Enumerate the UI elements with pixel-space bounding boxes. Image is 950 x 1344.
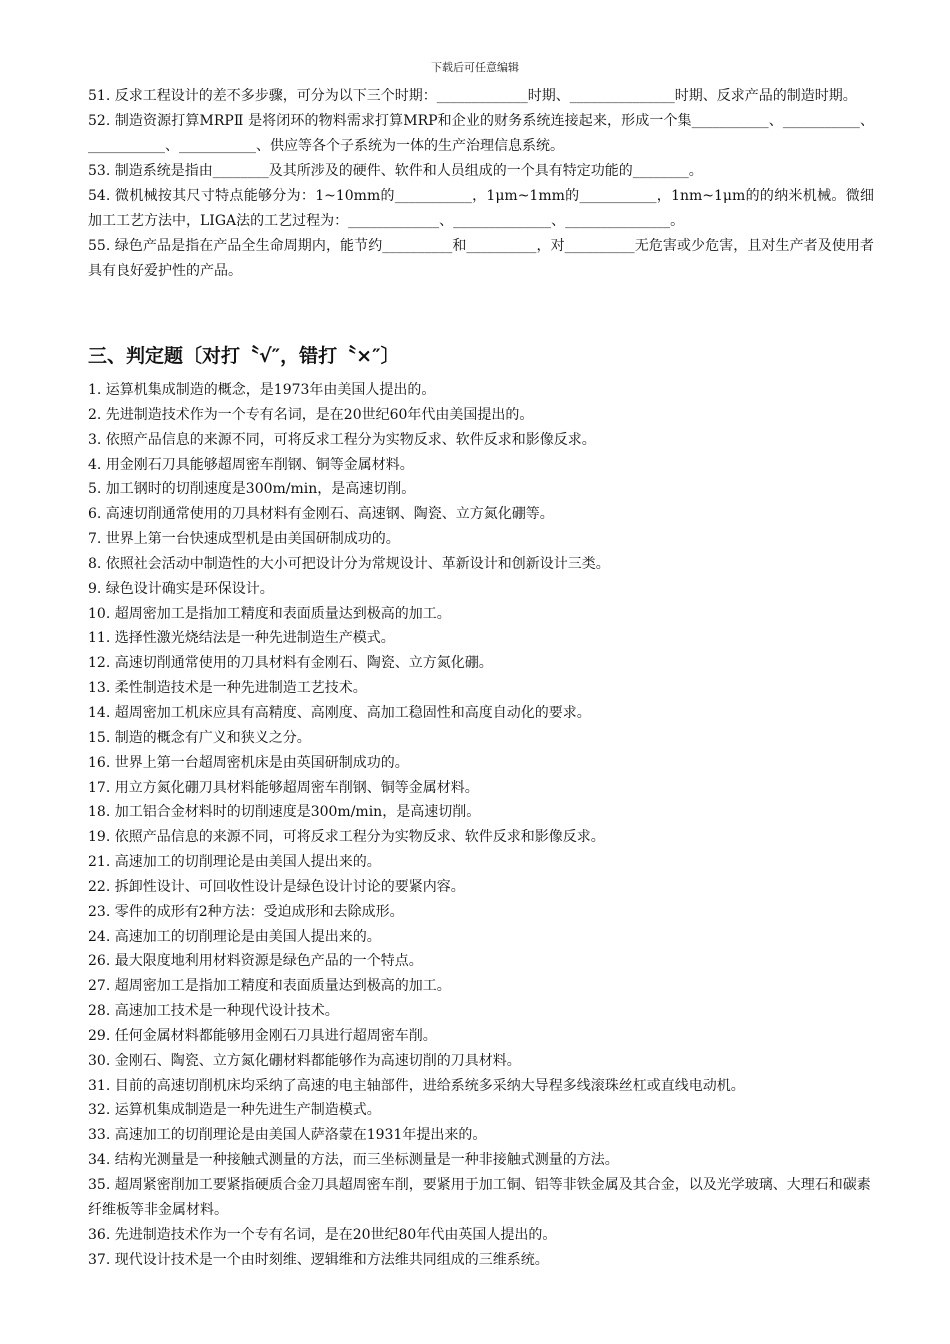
section-heading: 三、判定题〔对打〝√″，错打〝×″〕 xyxy=(88,345,400,367)
list-item: 6. 高速切削通常使用的刀具材料有金刚石、高速钢、陶瓷、立方氮化硼等。 xyxy=(88,506,554,523)
list-item: 5. 加工钢时的切削速度是300m/min，是高速切削。 xyxy=(88,481,416,498)
question-item: 53. 制造系统是指由________及其所涉及的硬件、软件和人员组成的一个具有特定功能的________。 xyxy=(88,163,703,179)
true-false-list xyxy=(88,378,874,1272)
list-item: 1. 运算机集成制造的概念，是1973年由美国人提出的。 xyxy=(88,382,436,398)
list-item: 24. 高速加工的切削理论是由美国人提出来的。 xyxy=(88,928,381,945)
list-item: 11. 选择性激光烧结法是一种先进制造生产模式。 xyxy=(88,630,395,647)
question-item: 52. 制造资源打算MRPⅡ 是将闭环的物料需求打算MRP和企业的财务系统连接起来，形成一个集___________、___________、___________、___________、供应等各个子系统为一体的生产治理信息系统。 xyxy=(88,113,874,154)
list-item: 4. 用金刚石刀具能够超周密车削钢、铜等金属材料。 xyxy=(88,456,414,473)
list-item: 33. 高速加工的切削理论是由美国人萨洛蒙在1931年提出来的。 xyxy=(88,1127,487,1144)
list-item: 37. 现代设计技术是一个由时刻维、逻辑维和方法维共同组成的三维系统。 xyxy=(88,1251,549,1268)
question-item: 51. 反求工程设计的差不多步骤，可分为以下三个时期：_____________时期、_______________时期、反求产品的制造时期。 xyxy=(88,88,857,104)
list-item: 17. 用立方氮化硼刀具材料能够超周密车削钢、铜等金属材料。 xyxy=(88,779,479,796)
list-item: 30. 金刚石、陶瓷、立方氮化硼材料都能够作为高速切削的刀具材料。 xyxy=(88,1052,521,1069)
list-item: 7. 世界上第一台快速成型机是由美国研制成功的。 xyxy=(88,531,400,548)
list-item: 3. 依照产品信息的来源不同，可将反求工程分为实物反求、软件反求和影像反求。 xyxy=(88,431,596,448)
list-item: 16. 世界上第一台超周密机床是由英国研制成功的。 xyxy=(88,754,409,771)
list-item: 21. 高速加工的切削理论是由美国人提出来的。 xyxy=(88,854,381,871)
page-header: 下载后可任意编辑 xyxy=(431,61,519,74)
list-item: 32. 运算机集成制造是一种先进生产制造模式。 xyxy=(88,1102,381,1119)
list-item: 9. 绿色设计确实是环保设计。 xyxy=(88,580,274,597)
question-item: 55. 绿色产品是指在产品全生命周期内，能节约__________和__________，对__________无危害或少危害，且对生产者及使用者具有良好爱护性的产品。 xyxy=(88,238,874,279)
list-item: 2. 先进制造技术作为一个专有名词，是在20世纪60年代由美国提出的。 xyxy=(88,406,534,423)
list-item: 35. 超周紧密削加工要紧指硬质合金刀具超周密车削，要紧用于加工铜、铝等非铁金属及其合金，以及光学玻璃、大理石和碳素纤维板等非金属材料。 xyxy=(88,1177,871,1218)
list-item: 13. 柔性制造技术是一种先进制造工艺技术。 xyxy=(88,680,367,697)
list-item: 36. 先进制造技术作为一个专有名词，是在20世纪80年代由英国人提出的。 xyxy=(88,1226,557,1243)
list-item: 18. 加工铝合金材料时的切削速度是300m/min，是高速切削。 xyxy=(88,804,481,821)
list-item: 22. 拆卸性设计、可回收性设计是绿色设计讨论的要紧内容。 xyxy=(88,878,465,895)
fill-in-blank-section xyxy=(88,84,874,284)
list-item: 27. 超周密加工是指加工精度和表面质量达到极高的加工。 xyxy=(88,978,451,995)
list-item: 34. 结构光测量是一种接触式测量的方法，而三坐标测量是一种非接触式测量的方法。 xyxy=(88,1152,619,1169)
list-item: 28. 高速加工技术是一种现代设计技术。 xyxy=(88,1003,339,1020)
question-item: 54. 微机械按其尺寸特点能够分为：1~10mm的___________，1μm~1mm的___________，1nm~1μm的的纳米机械。微细加工工艺方法中，LIGA法的工艺过程为：_____________、______________、_______________。 xyxy=(88,188,874,229)
list-item: 10. 超周密加工是指加工精度和表面质量达到极高的加工。 xyxy=(88,605,451,622)
list-item: 8. 依照社会活动中制造性的大小可把设计分为常规设计、革新设计和创新设计三类。 xyxy=(88,555,610,572)
list-item: 19. 依照产品信息的来源不同，可将反求工程分为实物反求、软件反求和影像反求。 xyxy=(88,829,605,846)
list-item: 14. 超周密加工机床应具有高精度、高刚度、高加工稳固性和高度自动化的要求。 xyxy=(88,704,591,721)
list-item: 15. 制造的概念有广义和狭义之分。 xyxy=(88,729,311,746)
list-item: 23. 零件的成形有2种方法：受迫成形和去除成形。 xyxy=(88,903,404,920)
list-item: 31. 目前的高速切削机床均采纳了高速的电主轴部件，进给系统多采纳大导程多线滚珠丝杠或直线电动机。 xyxy=(88,1077,745,1094)
list-item: 29. 任何金属材料都能够用金刚石刀具进行超周密车削。 xyxy=(88,1027,437,1044)
list-item: 26. 最大限度地利用材料资源是绿色产品的一个特点。 xyxy=(88,953,423,970)
list-item: 12. 高速切削通常使用的刀具材料有金刚石、陶瓷、立方氮化硼。 xyxy=(88,655,493,672)
